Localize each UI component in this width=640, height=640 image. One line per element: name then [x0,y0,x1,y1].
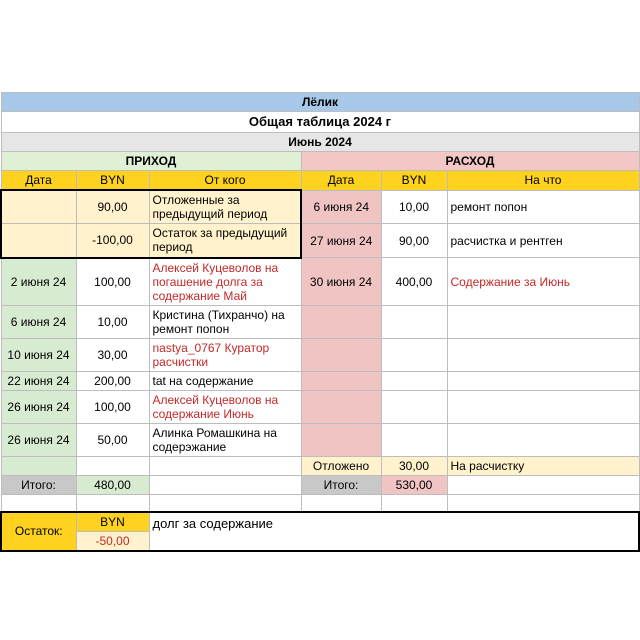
expense-what-cell[interactable] [447,339,639,372]
expense-date-cell[interactable]: 6 июня 24 [301,190,381,224]
expense-date-cell[interactable]: 27 июня 24 [301,224,381,258]
income-from-cell[interactable]: Алексей Куцеволов на погашение долга за содержание Май [149,258,301,306]
empty-cell[interactable] [447,476,639,495]
income-total-label[interactable]: Итого: [1,476,76,495]
empty-cell[interactable] [301,495,381,512]
income-date-cell[interactable]: 26 июня 24 [1,424,76,457]
empty-cell[interactable] [149,495,301,512]
expense-date-cell[interactable] [301,306,381,339]
expense-col-date[interactable]: Дата [301,171,381,191]
income-from-cell[interactable]: Алинка Ромашкина на содерэжание [149,424,301,457]
expense-total-value[interactable]: 530,00 [381,476,447,495]
expense-what-cell[interactable] [447,424,639,457]
empty-cell[interactable] [447,495,639,512]
spreadsheet [0,92,638,552]
income-date-cell[interactable]: 26 июня 24 [1,391,76,424]
expense-amount-cell[interactable] [381,391,447,424]
month-title[interactable]: Июнь 2024 [1,133,639,152]
deferred-value[interactable]: 30,00 [381,457,447,476]
expense-amount-cell[interactable]: 10,00 [381,190,447,224]
income-amount-cell[interactable]: 50,00 [76,424,149,457]
income-date-cell[interactable]: 22 июня 24 [1,372,76,391]
expense-amount-cell[interactable] [381,306,447,339]
expense-section-header[interactable]: РАСХОД [301,152,639,171]
income-date-cell[interactable]: 2 июня 24 [1,258,76,306]
expense-col-what[interactable]: На что [447,171,639,191]
income-col-date[interactable]: Дата [1,171,76,191]
income-date-cell[interactable]: 10 июня 24 [1,339,76,372]
income-amount-cell[interactable]: 100,00 [76,258,149,306]
expense-amount-cell[interactable] [381,372,447,391]
balance-note[interactable]: долг за содержание [149,512,639,551]
expense-amount-cell[interactable]: 90,00 [381,224,447,258]
expense-what-cell[interactable] [447,391,639,424]
income-section-header[interactable]: ПРИХОД [1,152,301,171]
expense-what-cell[interactable] [447,306,639,339]
expense-date-cell[interactable] [301,424,381,457]
empty-cell[interactable] [381,495,447,512]
income-from-cell[interactable]: Алексей Куцеволов на содержание Июнь [149,391,301,424]
income-from-cell[interactable]: nastya_0767 Куратор расчистки [149,339,301,372]
expense-col-byn[interactable]: BYN [381,171,447,191]
income-from-cell[interactable]: Кристина (Тихранчо) на ремонт попон [149,306,301,339]
income-amount-cell[interactable]: -100,00 [76,224,149,258]
expense-amount-cell[interactable]: 400,00 [381,258,447,306]
deferred-label[interactable]: Отложено [301,457,381,476]
income-from-cell[interactable] [149,457,301,476]
income-from-cell[interactable]: Отложенные за предыдущий период [149,190,301,224]
income-amount-cell[interactable]: 30,00 [76,339,149,372]
balance-value[interactable]: -50,00 [76,531,149,551]
income-col-from[interactable]: От кого [149,171,301,191]
finance-table [0,92,640,552]
expense-what-cell[interactable]: Содержание за Июнь [447,258,639,306]
income-date-cell[interactable] [1,224,76,258]
income-col-byn[interactable]: BYN [76,171,149,191]
balance-currency[interactable]: BYN [76,512,149,532]
expense-amount-cell[interactable] [381,424,447,457]
income-amount-cell[interactable]: 100,00 [76,391,149,424]
income-amount-cell[interactable]: 90,00 [76,190,149,224]
expense-date-cell[interactable]: 30 июня 24 [301,258,381,306]
income-from-cell[interactable]: Остаток за предыдущий период [149,224,301,258]
income-date-cell[interactable] [1,457,76,476]
empty-cell[interactable] [76,495,149,512]
income-amount-cell[interactable] [76,457,149,476]
expense-date-cell[interactable] [301,372,381,391]
deferred-purpose[interactable]: На расчистку [447,457,639,476]
income-date-cell[interactable] [1,190,76,224]
expense-what-cell[interactable]: ремонт попон [447,190,639,224]
sheet-name[interactable]: Лёлик [1,93,639,112]
expense-amount-cell[interactable] [381,339,447,372]
income-from-cell[interactable]: tat на содержание [149,372,301,391]
empty-cell[interactable] [149,476,301,495]
income-total-value[interactable]: 480,00 [76,476,149,495]
expense-date-cell[interactable] [301,391,381,424]
sheet-title[interactable]: Общая таблица 2024 г [1,112,639,133]
income-date-cell[interactable]: 6 июня 24 [1,306,76,339]
expense-what-cell[interactable] [447,372,639,391]
expense-total-label[interactable]: Итого: [301,476,381,495]
income-amount-cell[interactable]: 200,00 [76,372,149,391]
income-amount-cell[interactable]: 10,00 [76,306,149,339]
expense-what-cell[interactable]: расчистка и рентген [447,224,639,258]
empty-cell[interactable] [1,495,76,512]
expense-date-cell[interactable] [301,339,381,372]
balance-label[interactable]: Остаток: [1,512,76,551]
